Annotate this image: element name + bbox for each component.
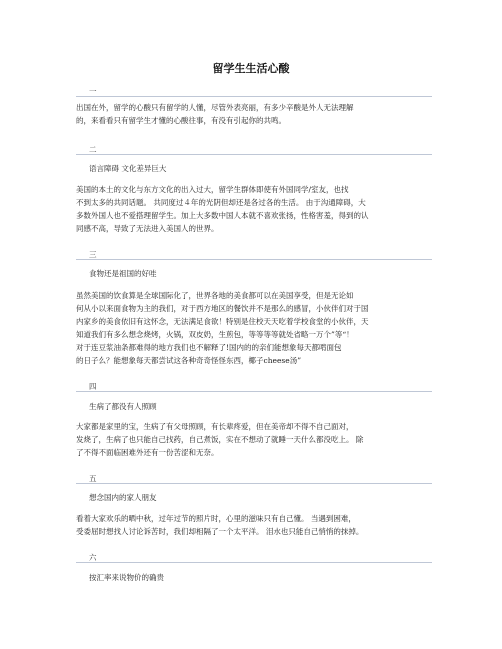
section-number: 一 [89,87,97,96]
section-divider [76,154,432,155]
section-subtitle: 语言障碍 文化差异巨大 [89,164,167,173]
page-title: 留学生生活心酸 [212,62,290,75]
body-line: 内家乡的美食依旧有这怀念，无法满足食欲！特别是住校天天吃着学校食堂的小伙伴，天 [76,317,369,326]
body-line: 对于连豆浆油条都难得的地方我们也不解释了!国内的的亲们能想象每天都啃面包 [76,343,342,352]
section-divider [76,562,432,563]
section-divider [76,483,432,484]
section-number: 六 [89,553,97,562]
section-body [76,512,432,538]
section-number: 五 [89,474,97,483]
body-line: 看着大家欢乐的晒中秋，过年过节的照片时，心里的滋味只有自己懂。 当遇到困难， [76,514,356,523]
body-line: 发烧了，生病了也只能自己找药，自己煮饭，实在不想动了就睡一天什么都没吃上。 除 [76,435,364,444]
body-line: 的日子么？能想象每天都尝试这各种奇奇怪怪东西，椰子cheese汤” [76,356,302,365]
body-line: 虽然美国的饮食算是全球国际化了，世界各地的美食都可以在美国享受，但是无论如 [76,291,354,300]
body-line: 受委屈时想找人讨论诉苦时，我们却相隔了一个太平洋。 泪水也只能自己悄悄的抹掉。 [76,527,364,536]
section-body [76,289,432,367]
section-subtitle: 按汇率来说物价的确贵 [89,573,164,582]
body-line: 何从小以来面食物为主的我们，对于西方地区的餐饮并不是那么的感冒，小伙伴们对于国 [76,304,369,313]
section-subtitle: 生病了都没有人照顾 [89,402,157,411]
section-subtitle: 食物还是祖国的好哇 [89,269,157,278]
body-line: 同感不高，导致了无法进入美国人的世界。 [76,224,219,233]
body-line: 多数外国人也不爱搭理留学生。加上大多数中国人本就不喜欢张扬，性格害羞，得到的认 [76,211,369,220]
body-line: 知道我们有多么想念烧烤，火锅，双皮奶，生煎包，等等等等就处省略一万个”等“！ [76,330,354,339]
section-body [76,420,432,459]
body-line: 大家都是家里的宝，生病了有父母照顾，有长辈疼爱，但在美帝却不得不自己面对， [76,422,354,431]
body-line: 不到太多的共同话题。 共同度过４年的光阴但却还是各过各的生活。 由于沟通障碍，大 [76,198,366,207]
section-divider [76,259,432,260]
section-number: 四 [89,382,97,391]
section-subtitle: 想念国内的家人朋友 [89,493,157,502]
body-line: 美国的本土的文化与东方文化的出入过大，留学生群体即使有外国同学/室友，也找 [76,185,349,194]
body-line: 的，来看看只有留学生才懂的心酸往事，有没有引起你的共鸣。 [76,116,286,125]
section-body [76,101,432,127]
section-number: 二 [89,145,97,154]
section-number: 三 [89,250,97,259]
body-line: 出国在外，留学的心酸只有留学的人懂，尽管外表亮丽，有多少辛酸是外人无法理解 [76,103,354,112]
section-divider [76,391,432,392]
section-body [76,183,432,235]
section-divider [76,96,432,97]
body-line: 了不得不面临困难外还有一份苦涩和无奈。 [76,448,219,457]
